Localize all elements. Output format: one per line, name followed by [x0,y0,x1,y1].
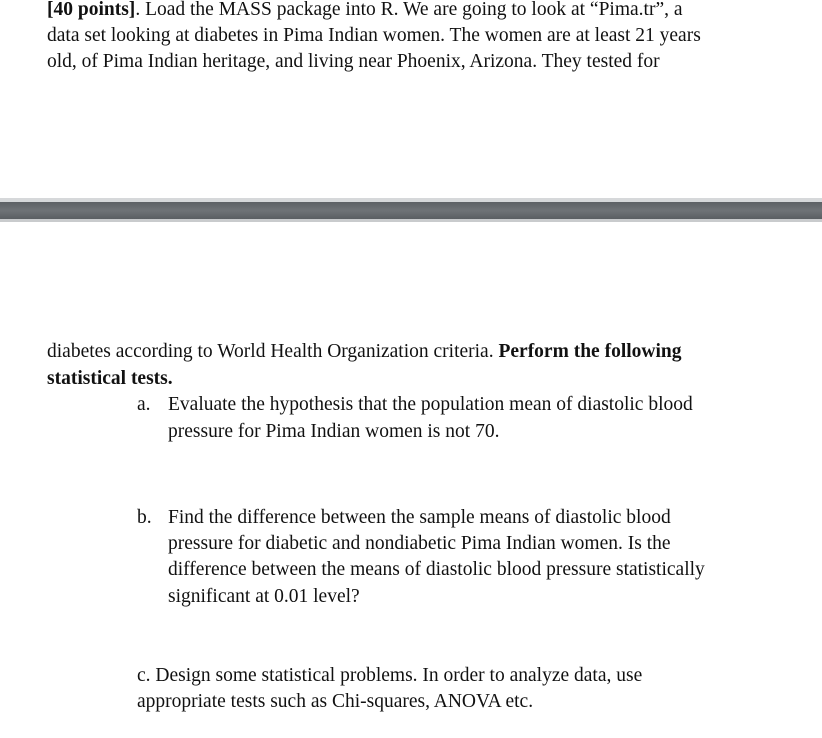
item-b-line-4: significant at 0.01 level? [168,586,360,607]
intro-line-2: data set looking at diabetes in Pima Indian women. The women are at least 21 years [47,25,701,46]
intro-line-1 [47,0,683,23]
intro-line-4 [47,339,682,365]
item-b-line-2: pressure for diabetic and nondiabetic Pima Indian women. Is the [168,533,671,554]
intro-line-1-text: . Load the MASS package into R. We are going to look at “Pima.tr”, a [135,0,683,20]
item-b-line-3: difference between the means of diastolic blood pressure statistically [168,559,705,580]
item-c-line-2: appropriate tests such as Chi-squares, ANOVA etc. [137,691,534,712]
intro-line-5-bold: statistical tests. [47,368,173,389]
intro-line-4-text: diabetes according to World Health Organization criteria. [47,341,499,362]
points-label: [40 points] [47,0,136,20]
item-c-line-1 [137,663,642,689]
page-break-bottom-edge [0,219,822,222]
item-a-line-2: pressure for Pima Indian women is not 70. [168,421,500,442]
page-break-divider [0,202,822,219]
item-c-line-1-text: Design some statistical problems. In order to analyze data, use [155,665,643,686]
item-a-line-1: Evaluate the hypothesis that the population mean of diastolic blood [168,394,693,415]
intro-line-4-bold: Perform the following [498,341,682,362]
item-c-marker: c. [137,665,151,686]
intro-line-5 [47,366,173,392]
intro-line-3: old, of Pima Indian heritage, and living near Phoenix, Arizona. They tested for [47,51,660,72]
item-b-marker: b. [137,507,152,528]
item-b-line-1: Find the difference between the sample means of diastolic blood [168,507,671,528]
item-a-marker: a. [137,394,151,415]
